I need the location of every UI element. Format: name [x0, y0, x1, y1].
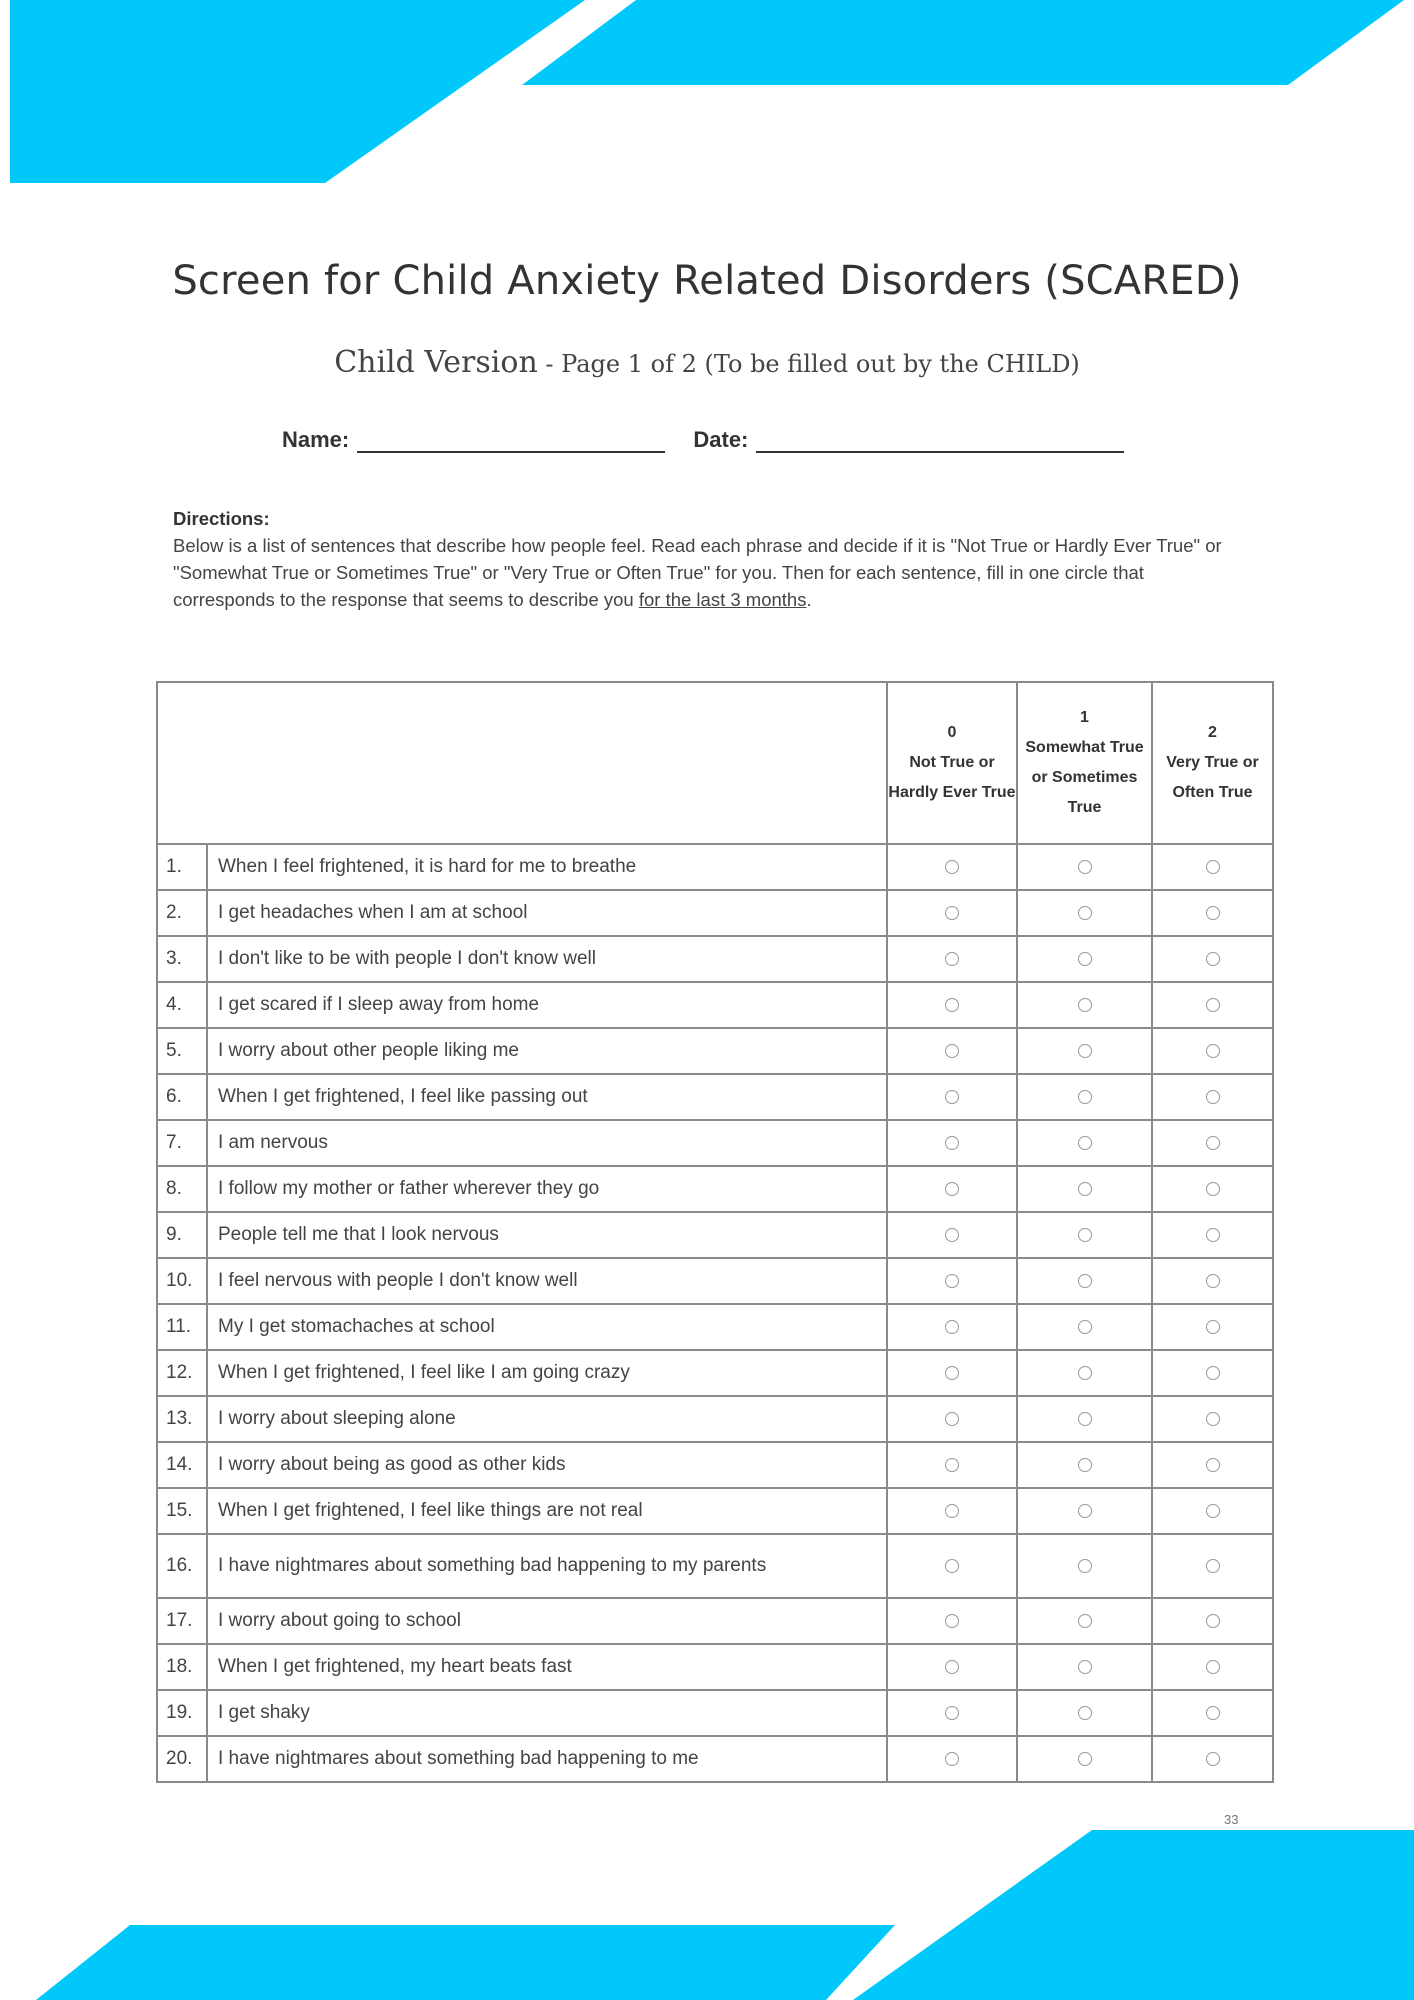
table-row [157, 1028, 1273, 1074]
table-row [157, 1304, 1273, 1350]
response-cell [1152, 1166, 1273, 1212]
response-circle[interactable] [1206, 998, 1220, 1012]
response-circle[interactable] [945, 1752, 959, 1766]
table-row [157, 982, 1273, 1028]
item-number: 17. [157, 1598, 207, 1644]
response-cell [1152, 1396, 1273, 1442]
response-cell [1017, 982, 1152, 1028]
item-text: I get headaches when I am at school [207, 890, 887, 936]
response-circle[interactable] [1078, 998, 1092, 1012]
item-number: 12. [157, 1350, 207, 1396]
page-title: Screen for Child Anxiety Related Disorders (SCARED) [172, 258, 1242, 304]
item-text: I worry about other people liking me [207, 1028, 887, 1074]
item-number: 10. [157, 1258, 207, 1304]
table-row [157, 890, 1273, 936]
response-circle[interactable] [945, 1182, 959, 1196]
item-number: 14. [157, 1442, 207, 1488]
bottom-left-banner [36, 1925, 895, 2000]
header-score: 1 [1080, 709, 1089, 726]
item-number: 16. [157, 1534, 207, 1598]
response-cell [1017, 1304, 1152, 1350]
item-text: I feel nervous with people I don't know well [207, 1258, 887, 1304]
table-row [157, 1442, 1273, 1488]
response-cell [1152, 1212, 1273, 1258]
response-cell [1017, 890, 1152, 936]
table-row [157, 1598, 1273, 1644]
response-cell [1017, 1598, 1152, 1644]
date-field[interactable] [756, 425, 1124, 453]
response-circle[interactable] [945, 906, 959, 920]
item-number: 7. [157, 1120, 207, 1166]
header-col-somewhat-true [1017, 682, 1152, 844]
response-cell [1152, 890, 1273, 936]
questionnaire-table [156, 681, 1274, 1783]
item-text: I worry about sleeping alone [207, 1396, 887, 1442]
response-cell [887, 1350, 1017, 1396]
header-score: 2 [1208, 724, 1217, 741]
table-row [157, 1120, 1273, 1166]
item-number: 19. [157, 1690, 207, 1736]
top-left-banner [10, 0, 585, 183]
response-cell [1152, 936, 1273, 982]
response-cell [887, 1120, 1017, 1166]
response-circle[interactable] [945, 1366, 959, 1380]
bottom-right-banner [853, 1830, 1414, 2000]
name-date-fields [282, 425, 1124, 453]
response-circle[interactable] [1078, 1274, 1092, 1288]
response-cell [1017, 1350, 1152, 1396]
response-cell [1017, 1488, 1152, 1534]
response-cell [1017, 1644, 1152, 1690]
response-cell [887, 1258, 1017, 1304]
response-cell [1017, 1736, 1152, 1782]
item-number: 2. [157, 890, 207, 936]
table-row [157, 844, 1273, 890]
response-circle[interactable] [945, 1660, 959, 1674]
response-circle[interactable] [1078, 1228, 1092, 1242]
response-cell [1152, 1690, 1273, 1736]
header-label: Somewhat True or Sometimes True [1025, 739, 1144, 816]
table-row [157, 936, 1273, 982]
table-row [157, 1534, 1273, 1598]
table-row [157, 1396, 1273, 1442]
response-circle[interactable] [1206, 1504, 1220, 1518]
response-cell [887, 1074, 1017, 1120]
response-circle[interactable] [1206, 1228, 1220, 1242]
table-row [157, 1690, 1273, 1736]
response-circle[interactable] [1078, 1559, 1092, 1573]
response-cell [887, 1534, 1017, 1598]
item-number: 20. [157, 1736, 207, 1782]
subtitle-version: Child Version [334, 345, 538, 380]
response-cell [1152, 844, 1273, 890]
directions-text: Below is a list of sentences that describe how people feel. Read each phrase and decide if it is "Not True or Hardly Ever True" or "Somewhat True or Sometimes True" or "Very True or Often True" for you. Then for each sentence, fill in one circle that corresponds to the response that seems to describe you [173, 535, 1222, 610]
table-row [157, 1488, 1273, 1534]
response-cell [1017, 1690, 1152, 1736]
table-row [157, 1350, 1273, 1396]
response-cell [887, 1598, 1017, 1644]
name-field[interactable] [357, 425, 665, 453]
response-circle[interactable] [1206, 1412, 1220, 1426]
response-cell [1152, 1534, 1273, 1598]
response-circle[interactable] [1206, 860, 1220, 874]
page-subtitle [0, 345, 1414, 380]
response-circle[interactable] [1078, 1752, 1092, 1766]
response-circle[interactable] [945, 1559, 959, 1573]
item-number: 18. [157, 1644, 207, 1690]
response-circle[interactable] [1206, 1660, 1220, 1674]
item-text: I don't like to be with people I don't know well [207, 936, 887, 982]
response-cell [887, 1442, 1017, 1488]
table-row [157, 1166, 1273, 1212]
response-circle[interactable] [1078, 1136, 1092, 1150]
response-cell [1017, 1212, 1152, 1258]
top-right-banner [522, 0, 1404, 85]
header-label: Very True or Often True [1166, 754, 1259, 801]
item-number: 4. [157, 982, 207, 1028]
table-row [157, 1644, 1273, 1690]
date-label: Date: [693, 427, 749, 452]
header-blank-cell [157, 682, 887, 844]
directions-heading: Directions: [173, 508, 270, 529]
response-circle[interactable] [1206, 952, 1220, 966]
response-cell [1017, 1166, 1152, 1212]
response-circle[interactable] [1206, 1090, 1220, 1104]
table-row [157, 1074, 1273, 1120]
response-circle[interactable] [1078, 1182, 1092, 1196]
response-circle[interactable] [1206, 906, 1220, 920]
item-number: 3. [157, 936, 207, 982]
response-cell [887, 1736, 1017, 1782]
item-text: When I get frightened, I feel like I am going crazy [207, 1350, 887, 1396]
item-number: 5. [157, 1028, 207, 1074]
response-circle[interactable] [945, 1090, 959, 1104]
response-cell [1152, 982, 1273, 1028]
response-circle[interactable] [1206, 1559, 1220, 1573]
response-cell [1017, 1442, 1152, 1488]
item-text: When I get frightened, I feel like things are not real [207, 1488, 887, 1534]
item-number: 15. [157, 1488, 207, 1534]
response-cell [1152, 1598, 1273, 1644]
response-circle[interactable] [945, 1044, 959, 1058]
item-text: I am nervous [207, 1120, 887, 1166]
response-circle[interactable] [945, 1320, 959, 1334]
item-text: I have nightmares about something bad happening to my parents [207, 1534, 887, 1598]
response-circle[interactable] [1206, 1458, 1220, 1472]
response-circle[interactable] [945, 1614, 959, 1628]
item-number: 1. [157, 844, 207, 890]
response-cell [1017, 1396, 1152, 1442]
item-text: I get scared if I sleep away from home [207, 982, 887, 1028]
response-circle[interactable] [1206, 1366, 1220, 1380]
name-label: Name: [282, 427, 350, 452]
response-circle[interactable] [1078, 1320, 1092, 1334]
response-circle[interactable] [1078, 1366, 1092, 1380]
item-text: When I get frightened, my heart beats fast [207, 1644, 887, 1690]
table-body [157, 844, 1273, 1782]
response-circle[interactable] [1078, 952, 1092, 966]
response-cell [887, 982, 1017, 1028]
response-cell [887, 1166, 1017, 1212]
response-circle[interactable] [1206, 1752, 1220, 1766]
response-circle[interactable] [945, 1706, 959, 1720]
response-circle[interactable] [1078, 1614, 1092, 1628]
response-cell [887, 1304, 1017, 1350]
item-text: People tell me that I look nervous [207, 1212, 887, 1258]
response-circle[interactable] [1078, 1706, 1092, 1720]
response-circle[interactable] [945, 1458, 959, 1472]
response-circle[interactable] [1206, 1136, 1220, 1150]
response-circle[interactable] [945, 860, 959, 874]
response-cell [1152, 1442, 1273, 1488]
header-col-very-true [1152, 682, 1273, 844]
response-cell [1152, 1074, 1273, 1120]
header-label: Not True or Hardly Ever True [888, 754, 1016, 801]
response-cell [887, 1690, 1017, 1736]
response-cell [1152, 1350, 1273, 1396]
response-cell [1017, 1534, 1152, 1598]
response-circle[interactable] [1078, 860, 1092, 874]
table-header-row [157, 682, 1273, 844]
item-text: When I get frightened, I feel like passing out [207, 1074, 887, 1120]
response-cell [1152, 1304, 1273, 1350]
table-row [157, 1736, 1273, 1782]
response-cell [887, 1488, 1017, 1534]
response-circle[interactable] [1206, 1614, 1220, 1628]
response-circle[interactable] [1206, 1182, 1220, 1196]
item-text: My I get stomachaches at school [207, 1304, 887, 1350]
response-circle[interactable] [1078, 1044, 1092, 1058]
response-circle[interactable] [945, 1412, 959, 1426]
response-circle[interactable] [1206, 1706, 1220, 1720]
response-circle[interactable] [1078, 1090, 1092, 1104]
item-text: I worry about being as good as other kids [207, 1442, 887, 1488]
response-cell [1152, 1120, 1273, 1166]
response-cell [1152, 1736, 1273, 1782]
response-cell [1152, 1488, 1273, 1534]
response-circle[interactable] [1078, 1660, 1092, 1674]
response-cell [1017, 936, 1152, 982]
response-circle[interactable] [1078, 1504, 1092, 1518]
response-cell [1017, 844, 1152, 890]
response-cell [1017, 1258, 1152, 1304]
item-text: I have nightmares about something bad happening to me [207, 1736, 887, 1782]
response-circle[interactable] [1078, 1412, 1092, 1426]
response-cell [1152, 1644, 1273, 1690]
response-cell [1017, 1074, 1152, 1120]
response-circle[interactable] [1206, 1044, 1220, 1058]
item-text: I get shaky [207, 1690, 887, 1736]
response-circle[interactable] [945, 1504, 959, 1518]
response-cell [1017, 1120, 1152, 1166]
response-cell [887, 890, 1017, 936]
item-number: 11. [157, 1304, 207, 1350]
response-cell [887, 1028, 1017, 1074]
response-circle[interactable] [1206, 1320, 1220, 1334]
response-cell [887, 1212, 1017, 1258]
directions [173, 505, 1243, 613]
item-number: 9. [157, 1212, 207, 1258]
directions-timeframe: for the last 3 months [638, 589, 807, 610]
response-circle[interactable] [945, 1274, 959, 1288]
table-row [157, 1258, 1273, 1304]
response-circle[interactable] [945, 1228, 959, 1242]
item-number: 13. [157, 1396, 207, 1442]
response-circle[interactable] [945, 998, 959, 1012]
item-number: 6. [157, 1074, 207, 1120]
subtitle-instructions: - Page 1 of 2 (To be filled out by the CHILD) [537, 350, 1080, 378]
header-col-not-true [887, 682, 1017, 844]
response-circle[interactable] [1078, 906, 1092, 920]
response-cell [887, 1396, 1017, 1442]
directions-end: . [806, 589, 812, 610]
header-score: 0 [947, 724, 957, 741]
response-cell [887, 1644, 1017, 1690]
response-circle[interactable] [1206, 1274, 1220, 1288]
table-row [157, 1212, 1273, 1258]
item-number: 8. [157, 1166, 207, 1212]
item-text: I follow my mother or father wherever they go [207, 1166, 887, 1212]
response-cell [887, 844, 1017, 890]
item-text: When I feel frightened, it is hard for me to breathe [207, 844, 887, 890]
response-cell [1152, 1258, 1273, 1304]
item-text: I worry about going to school [207, 1598, 887, 1644]
response-circle[interactable] [945, 1136, 959, 1150]
response-cell [887, 936, 1017, 982]
page-number: 33 [1224, 1812, 1239, 1827]
response-cell [1152, 1028, 1273, 1074]
response-circle[interactable] [945, 952, 959, 966]
response-circle[interactable] [1078, 1458, 1092, 1472]
response-cell [1017, 1028, 1152, 1074]
